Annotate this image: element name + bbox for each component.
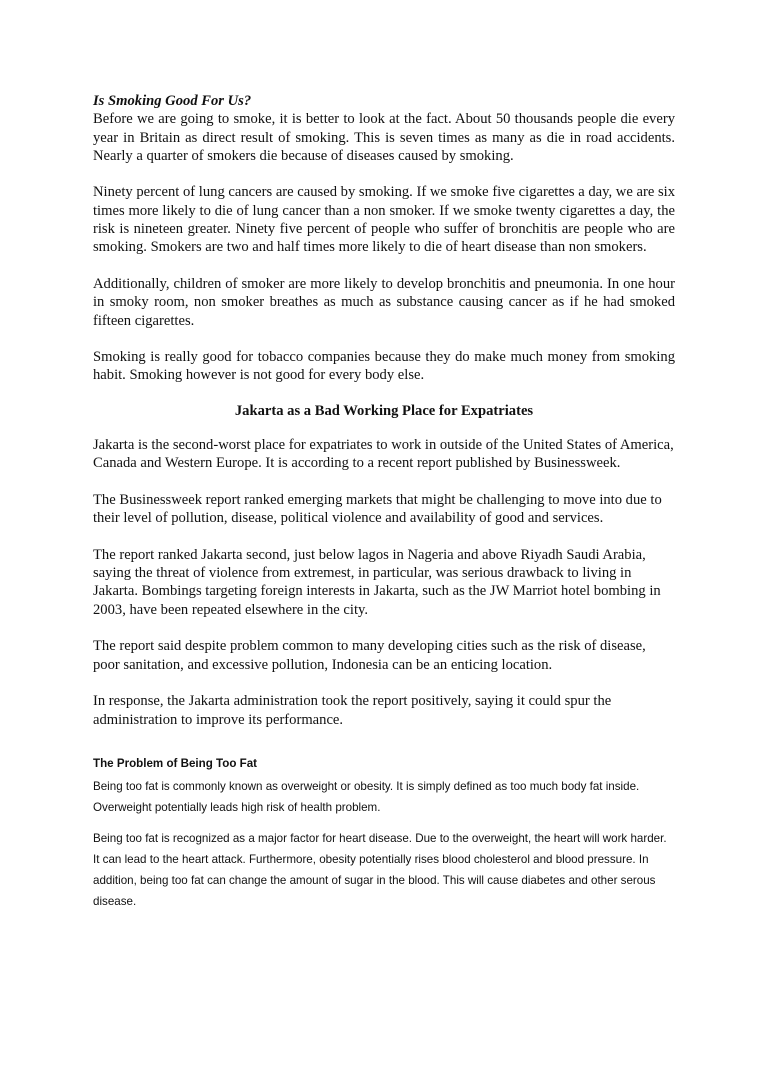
section-title-fat: The Problem of Being Too Fat [93, 756, 258, 770]
jakarta-paragraph-1: Jakarta is the second-worst place for expatriates to work in outside of the United States of America, Canada and Western Europe. It is according to a recent report published by Businessweek. [93, 437, 674, 472]
jakarta-paragraph-3: The report ranked Jakarta second, just below lagos in Nageria and above Riyadh Saudi Arabia, saying the threat of violence from extremest, in particular, was serious drawback to living in Jakarta. Bombings targeting foreign interests in Jakarta, such as the JW Marriot hotel bombing in 2003, have been repeated elsewhere in the city. [93, 546, 661, 618]
smoking-paragraph-1: Before we are going to smoke, it is better to look at the fact. About 50 thousands people die every year in Britain as direct result of smoking. This is seven times as many as die in road accidents. Nearly a quarter of smokers die because of diseases caused by smoking. [93, 111, 675, 164]
document-page [93, 92, 675, 912]
fat-paragraph-2: Being too fat is recognized as a major factor for heart disease. Due to the overweight, the heart will work harder. It can lead to the heart attack. Furthermore, obesity potentially rises blood cholesterol and blood pressure. In addition, being too fat can change the amount of sugar in the blood. This will cause diabetes and other serous disease. [93, 831, 667, 908]
smoking-paragraph-2: Ninety percent of lung cancers are caused by smoking. If we smoke five cigarettes a day, we are six times more likely to die of lung cancer than a non smoker. If we smoke twenty cigarettes a day, the risk is nineteen greater. Ninety five percent of people who suffer of bronchitis are people who are smoking. Smokers are two and half times more likely to die of heart disease than non smokers. [93, 184, 675, 256]
jakarta-paragraph-5: In response, the Jakarta administration took the report positively, saying it could spur the administration to improve its performance. [93, 693, 612, 728]
section-smoking [93, 92, 675, 385]
section-title-smoking: Is Smoking Good For Us? [93, 93, 252, 109]
smoking-paragraph-4: Smoking is really good for tobacco companies because they do make much money from smoking habit. Smoking however is not good for every body else. [93, 349, 675, 384]
jakarta-paragraph-4: The report said despite problem common to many developing cities such as the risk of disease, poor sanitation, and excessive pollution, Indonesia can be an enticing location. [93, 638, 646, 673]
fat-paragraph-1: Being too fat is commonly known as overweight or obesity. It is simply defined as too much body fat inside. Overweight potentially leads high risk of health problem. [93, 779, 640, 814]
section-fat [93, 754, 675, 912]
section-title-jakarta: Jakarta as a Bad Working Place for Expatriates [234, 402, 534, 419]
jakarta-paragraph-2: The Businessweek report ranked emerging markets that might be challenging to move into due to their level of pollution, disease, political violence and availability of good and services. [93, 491, 662, 527]
smoking-paragraph-3: Additionally, children of smoker are more likely to develop bronchitis and pneumonia. In one hour in smoky room, non smoker breathes as much as substance causing cancer as if he had smoked fifteen cigarettes. [93, 275, 675, 329]
section-jakarta [93, 402, 675, 729]
